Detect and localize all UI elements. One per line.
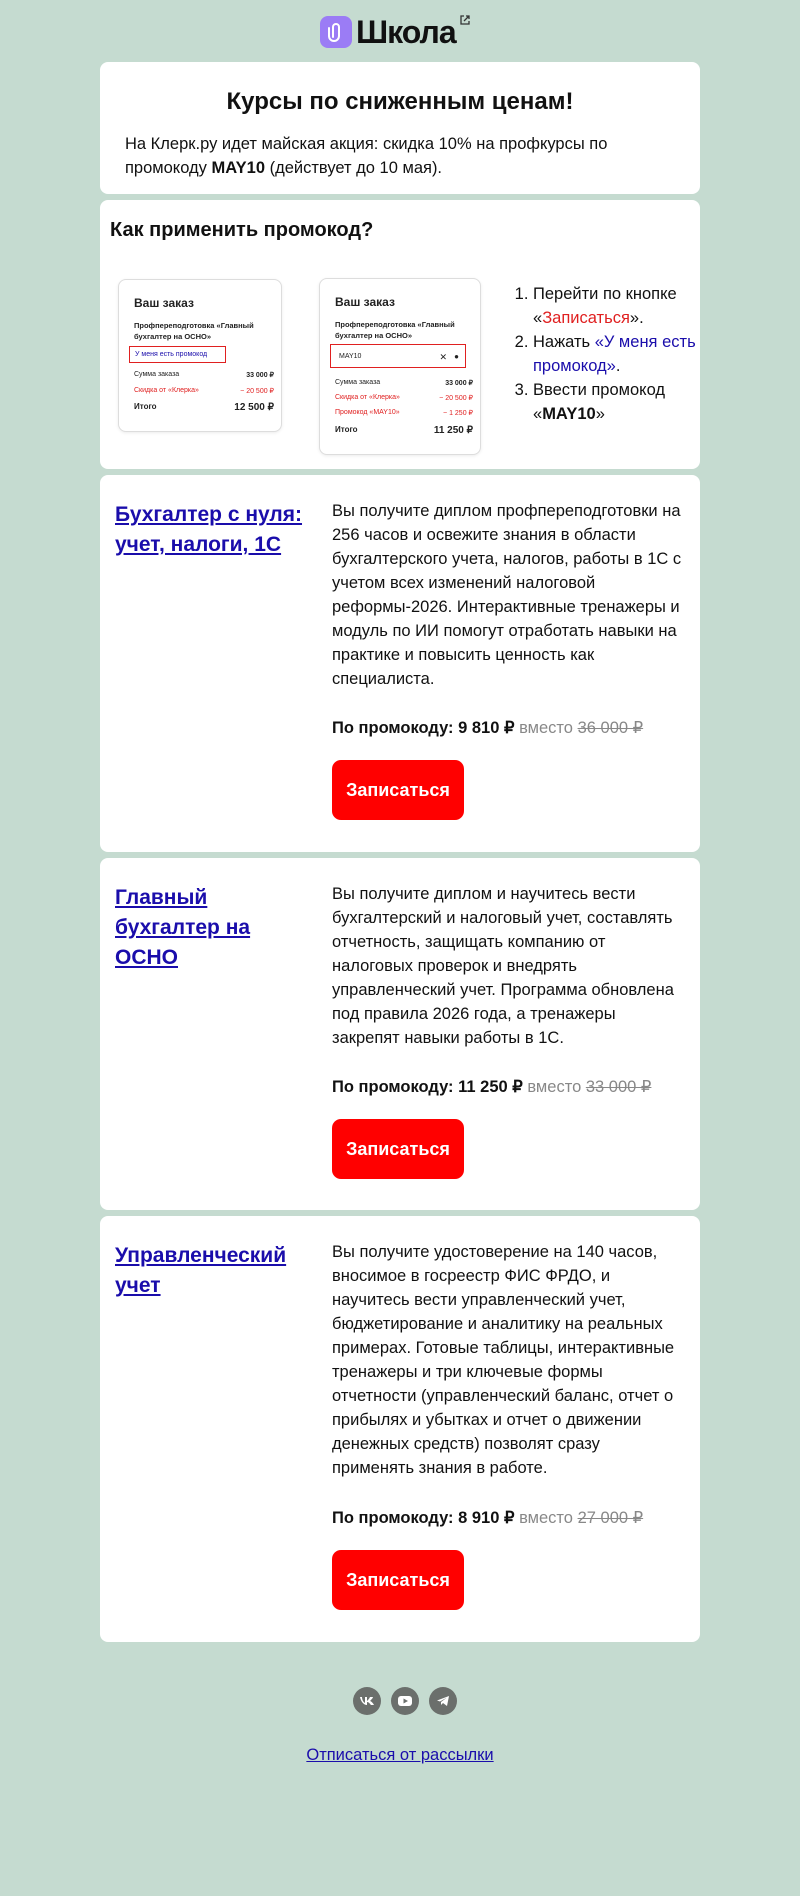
receipt-step-2: Ваш заказ Профпереподготовка «Главный бухгалтер на ОСНО» MAY10 ✕ ● Сумма заказа 33 000 ₽ Скидка от «Клерка» − 20 500 ₽ Промокод «MAY10» − 1 250 ₽ Итого 11 250 ₽ bbox=[319, 278, 481, 455]
enroll-button-2[interactable]: Записаться bbox=[332, 1119, 464, 1179]
enroll-button-1[interactable]: Записаться bbox=[332, 760, 464, 820]
howto-title: Как применить промокод? bbox=[110, 219, 374, 241]
course-title-3[interactable]: Управленческий учет bbox=[115, 1244, 287, 1297]
course-price-1: По промокоду: 9 810 ₽ вместо 36 000 ₽ bbox=[332, 719, 644, 737]
course-card-3 bbox=[100, 1216, 700, 1642]
course-price-2: По промокоду: 11 250 ₽ вместо 33 000 ₽ bbox=[332, 1078, 652, 1096]
step-3: 3. Ввести промокод «MAY10» bbox=[533, 378, 708, 426]
step-1-link: Записаться bbox=[542, 309, 630, 327]
logo-text: Школа bbox=[356, 13, 456, 50]
howto-steps bbox=[508, 282, 708, 426]
course-description-3: Вы получите удостоверение на 140 часов, вносимое в госреестр ФИС ФРДО, и научитесь вести управленческий учет, бюджетирование и аналитику на реальных примерах. Готовые таблицы, интерактивные тренажеры и три ключевые формы отчетности (управленческий баланс, отчет о прибылях и убытках и отчет о движении денежных средств) позволят сразу применять знания в работе. bbox=[332, 1243, 675, 1477]
course-card-2 bbox=[100, 858, 700, 1210]
promo-link: У меня есть промокод bbox=[129, 346, 226, 363]
vk-icon[interactable] bbox=[353, 1687, 381, 1715]
step-2: 2. Нажать «У меня есть промокод». bbox=[533, 330, 708, 378]
intro-text: На Клерк.ру идет майская акция: скидка 10% на профкурсы по промокоду MAY10 (действует до 10 мая). bbox=[125, 135, 608, 177]
course-title-2[interactable]: Главный бухгалтер на ОСНО bbox=[115, 886, 251, 969]
course-card-1 bbox=[100, 475, 700, 852]
step-1: 1. Перейти по кнопке «Записаться». bbox=[533, 282, 708, 330]
logo[interactable] bbox=[320, 14, 471, 50]
intro-title: Курсы по сниженным ценам! bbox=[226, 88, 574, 115]
youtube-icon[interactable] bbox=[391, 1687, 419, 1715]
step-2-link: «У меня есть промокод» bbox=[533, 333, 696, 375]
paperclip-icon bbox=[320, 16, 352, 48]
check-icon: ● bbox=[454, 352, 459, 361]
howto-card bbox=[100, 200, 700, 469]
telegram-icon[interactable] bbox=[429, 1687, 457, 1715]
enroll-button-3[interactable]: Записаться bbox=[332, 1550, 464, 1610]
receipt-step-1: Ваш заказ Профпереподготовка «Главный бухгалтер на ОСНО» У меня есть промокод Сумма заказа 33 000 ₽ Скидка от «Клерка» − 20 500 ₽ Итого 12 500 ₽ bbox=[118, 279, 282, 432]
course-title-1[interactable]: Бухгалтер с нуля: учет, налоги, 1С bbox=[115, 503, 303, 556]
intro-card bbox=[100, 62, 700, 194]
course-price-3: По промокоду: 8 910 ₽ вместо 27 000 ₽ bbox=[332, 1509, 644, 1527]
course-description-1: Вы получите диплом профпереподготовки на 256 часов и освежите знания в области бухгалтерского учета, налогов, работы в 1С с учетом всех изменений налоговой реформы-2026. Интерактивные тренажеры и модуль по ИИ помогут отработать навыки на практике и повысить ценность как специалиста. bbox=[332, 502, 682, 688]
close-icon: ✕ bbox=[439, 352, 447, 362]
promo-code: MAY10 bbox=[211, 159, 266, 177]
external-link-icon bbox=[459, 14, 471, 26]
course-description-2: Вы получите диплом и научитесь вести бухгалтерский и налоговый учет, составлять отчетность, защищать компанию от налоговых проверок и внедрять управленческий учет. Программа обновлена под правила 2026 года, а тренажеры закрепят навыки работы в 1С. bbox=[332, 885, 674, 1047]
unsubscribe-link[interactable]: Отписаться от рассылки bbox=[306, 1746, 494, 1764]
promo-input: MAY10 ✕ ● bbox=[330, 344, 466, 368]
